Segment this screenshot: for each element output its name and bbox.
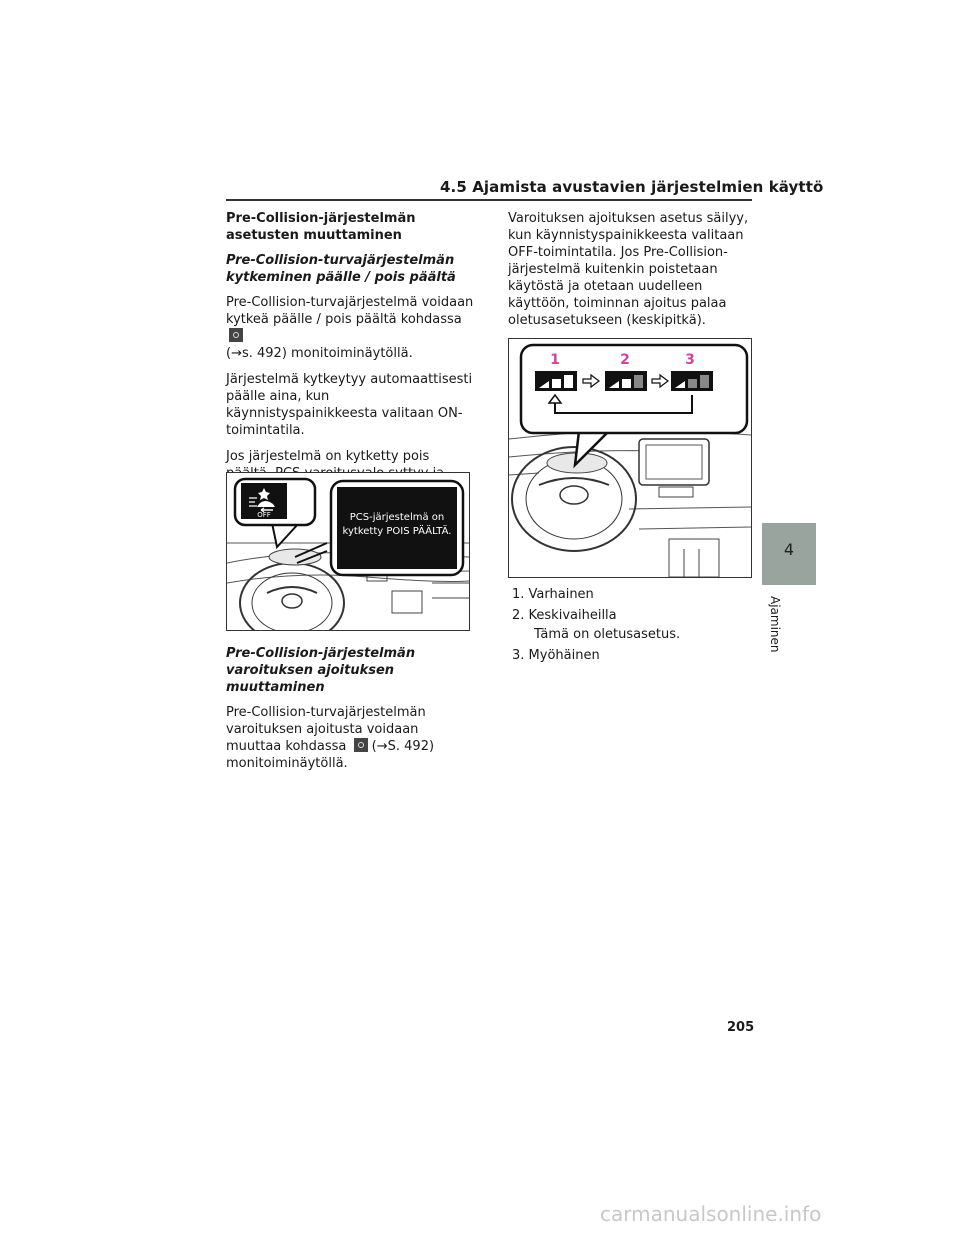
section-title: 4.5 Ajamista avustavien järjestelmien käyttö [440,178,824,196]
left-column [226,210,476,508]
timing-illustration [509,339,751,577]
paragraph-timing [226,704,476,772]
timing-list-wrap [512,586,752,668]
settings-gear-icon-2 [354,738,368,752]
p4-ref: (→S. 492) monitoiminäytöllä. [226,739,435,771]
list-item: 1. Varhainen [512,587,594,602]
settings-gear-icon [229,328,243,342]
timing-list [512,586,752,664]
footer-watermark: carmanualsonline.info [600,1202,822,1226]
paragraph-off-warning: Jos järjestelmä on kytketty pois [226,449,430,464]
list-item: 3. Myöhäinen [512,648,600,663]
subheading-on-off: Pre-Collision-turvajärjestelmän kytkeminen päälle / pois päältä [226,253,456,285]
header-divider [226,199,752,201]
list-item-note: Tämä on oletusasetus. [534,627,681,642]
p4-text: Pre-Collision-turvajärjestelmän varoituksen ajoitusta voidaan muuttaa kohdassa [226,705,426,754]
off-label: OFF [257,511,271,519]
page-number: 205 [727,1020,755,1035]
heading-settings: Pre-Collision-järjestelmän asetusten muuttaminen [226,211,416,243]
right-column [508,210,753,338]
left-column-lower [226,645,476,781]
subheading-timing: Pre-Collision-järjestelmän varoituksen ajoituksen muuttaminen [226,646,416,695]
p1-ref: (→s. 492) monitoiminäytöllä. [226,346,413,361]
pcs-message-line1: PCS-järjestelmä on [349,512,445,523]
timing-figure [508,338,752,578]
step-number-2: 2 [620,352,630,368]
chapter-number: 4 [783,540,795,559]
pcs-message-line2: kytketty POIS PÄÄLTÄ. [342,526,452,537]
paragraph-on-off [226,294,476,362]
step-number-1: 1 [550,352,560,368]
p1-text: Pre-Collision-turvajärjestelmä voidaan kytkeä päälle / pois päältä kohdassa [226,295,474,327]
paragraph-timing-persist: Varoituksen ajoituksen asetus säilyy, kun käynnistyspainikkeesta valitaan OFF-toimintatila. Jos Pre-Collision-järjestelmä kuitenkin poistetaan käytöstä ja otetaan uudelleen käyttöön, toiminnan ajoitus palaa oletusasetukseen (keskipitkä). [508,211,749,328]
pcs-off-figure [226,472,470,631]
chapter-label: Ajaminen [768,596,782,653]
paragraph-auto-on: Järjestelmä kytkeytyy automaattisesti päälle aina, kun käynnistyspainikkeesta valitaan ON-toimintatila. [226,372,473,438]
pcs-off-illustration [227,473,469,630]
step-number-3: 3 [685,352,695,368]
list-item: 2. Keskivaiheilla [512,608,617,623]
